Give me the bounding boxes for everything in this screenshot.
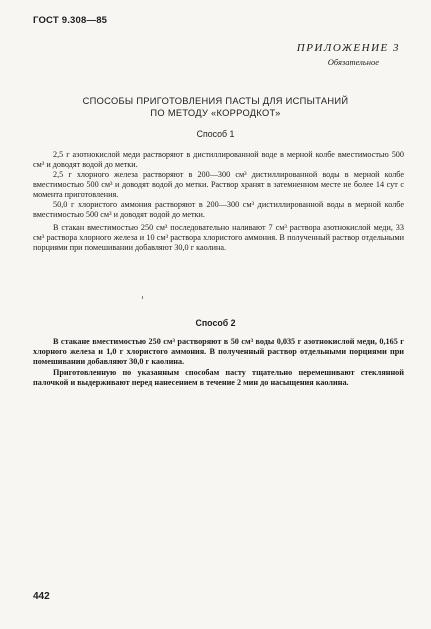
method-2-paragraph-2: Приготовленную по указанным способам пасту тщательно перемешивают стеклянной палочкой и выдерживают перед нанесением в течение 2 мин до насыщения каолина. — [33, 368, 404, 387]
method-1-paragraph-2: 2,5 г хлорного железа растворяют в 200—300 см³ дистиллированной воды в мерной колбе вместимостью 500 см³ и доводят водой до метки. Раствор хранят в затемненном месте не более 14 сут с момента приготовления. — [33, 170, 404, 199]
page-number: 442 — [33, 591, 50, 602]
appendix-status: Обязательное — [327, 57, 379, 67]
method-1-paragraph-4: В стакан вместимостью 250 см³ последовательно наливают 7 см³ раствора азотнокислой меди, 33 см³ раствора хлорного железа и 10 см³ раствора хлористого аммония. В полученный раствор отдельными порциями при помешивании добавляют 30,0 г каолина. — [33, 223, 404, 252]
section-title-line-1: СПОСОБЫ ПРИГОТОВЛЕНИЯ ПАСТЫ ДЛЯ ИСПЫТАНИЙ — [82, 96, 349, 106]
method-1-paragraph-1: 2,5 г азотнокислой меди растворяют в дистиллированной воде в мерной колбе вместимостью 500 см³ и доводят водой до метки. — [33, 150, 404, 169]
appendix-label: ПРИЛОЖЕНИЕ 3 — [296, 42, 400, 54]
method-1-heading: Способ 1 — [196, 129, 235, 139]
method-2-paragraph-1: В стакане вместимостью 250 см³ растворяют в 50 см³ воды 0,035 г азотнокислой меди, 0,165 г хлорного железа и 1,0 г хлористого аммония. В полученный раствор отдельными порциями при помешивании добавляют 30,0 г каолина. — [33, 337, 404, 366]
section-title-line-2: ПО МЕТОДУ «КОРРОДКОТ» — [150, 108, 281, 118]
section-divider — [142, 296, 143, 299]
method-2-heading: Способ 2 — [195, 318, 236, 328]
method-1-paragraph-3: 50,0 г хлористого аммония растворяют в 200—300 см³ дистиллированной воды в мерной колбе вместимостью 500 см³ и доводят водой до метки. — [33, 200, 404, 219]
document-standard-id: ГОСТ 9.308—85 — [33, 15, 108, 26]
